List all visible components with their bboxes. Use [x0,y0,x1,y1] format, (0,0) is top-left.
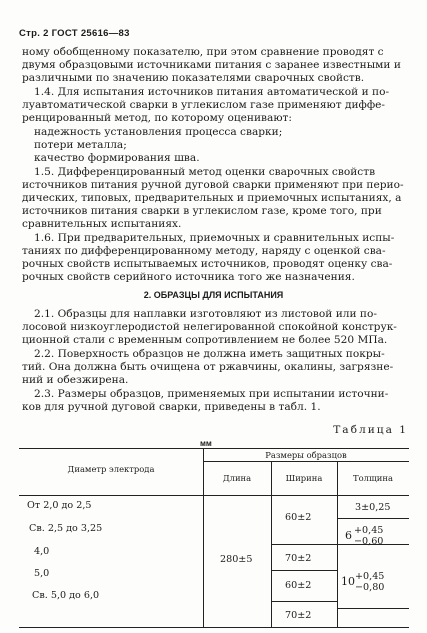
header-thickness: Толщина [353,473,393,483]
text-line: дических, типовых, предварительных и приемочных испытаниях, а [22,192,402,204]
width-value: 60±2 [285,512,312,523]
text-line: сравнительных испытаниях. [22,218,182,230]
text-line: ний и обезжирена. [22,374,129,386]
table-row: 5,0 [34,568,50,579]
table-row: От 2,0 до 2,5 [27,500,92,511]
text-line: рочных свойств серийного источника того же назначения. [22,271,355,283]
table-row: Св. 2,5 до 3,25 [29,523,103,534]
table-row: 4,0 [34,546,50,557]
text-line: таниях по дифференцированному методу, наряду с оценкой сва- [22,245,386,257]
table-caption: Таблица 1 [333,424,408,436]
text-line: надежность установления процесса сварки; [34,126,283,138]
text-line: ренцированный метод, по которому оценивают: [22,112,292,124]
text-line: луавтоматической сварки в углекислом газе применяют диффе- [22,99,385,111]
text-line: 1.6. При предварительных, приемочных и сравнительных испы- [34,232,395,244]
table-unit: мм [200,439,212,448]
text-line: 2.1. Образцы для наплавки изготовляют из листовой или по- [34,308,377,320]
length-value: 280±5 [220,554,253,565]
text-line: источников питания ручной дуговой сварки применяют при перио- [22,179,404,191]
text-line: 1.5. Дифференцированный метод оценки сварочных свойств [34,166,376,178]
text-line: 2.3. Размеры образцов, применяемых при испытании источни- [34,388,389,400]
header-sample-sizes: Размеры образцов [265,450,347,460]
dimensions-table: Диаметр электрода Размеры образцов Длина Ширина Толщина От 2,0 до 2,5 Св. 2,5 до 3,25 4,0 5,0 Св. 5,0 до 6,0 280±5 60±2 70±2 60±2 70±2 3±0,25 6 +0,45 −0,60 10 +0,45 −0,80 [19,448,409,628]
width-value: 70±2 [285,610,312,621]
table-row: Св. 5,0 до 6,0 [32,590,100,601]
text-line: тий. Она должна быть очищена от ржавчины, окалины, загрязне- [22,361,394,373]
width-value: 60±2 [285,580,312,591]
page-header: Стр. 2 ГОСТ 25616—83 [19,28,130,39]
text-line: лосовой низкоуглеродистой нелегированной спокойной конструк- [22,321,397,333]
text-line: рочных свойств испытываемых источников, проводят оценку сва- [22,258,393,270]
text-line: ционной стали с временным сопротивлением не более 520 МПа. [22,334,388,346]
text-line: двумя образцовыми источниками питания с заранее известными и [22,59,401,71]
text-line: различными по значению показателями сварочных свойств. [22,72,365,84]
thickness-value: 3±0,25 [355,502,391,513]
header-width: Ширина [285,473,323,483]
section-title: 2. ОБРАЗЦЫ ДЛЯ ИСПЫТАНИЯ [143,290,284,300]
text-line: 2.2. Поверхность образцов не должна иметь защитных покры- [34,348,385,360]
width-value: 70±2 [285,553,312,564]
header-diameter: Диаметр электрода [67,464,155,474]
text-line: потери металла; [34,139,127,151]
text-line: ному обобщенному показателю, при этом сравнение проводят с [22,46,384,58]
header-length: Длина [222,473,252,483]
text-line: 1.4. Для испытания источников питания автоматической и по- [34,86,390,98]
text-line: ков для ручной дуговой сварки, приведены в табл. 1. [22,401,321,413]
text-line: качество формирования шва. [34,152,200,164]
text-line: источников питания сварки в углекислом газе, кроме того, при [22,205,382,217]
